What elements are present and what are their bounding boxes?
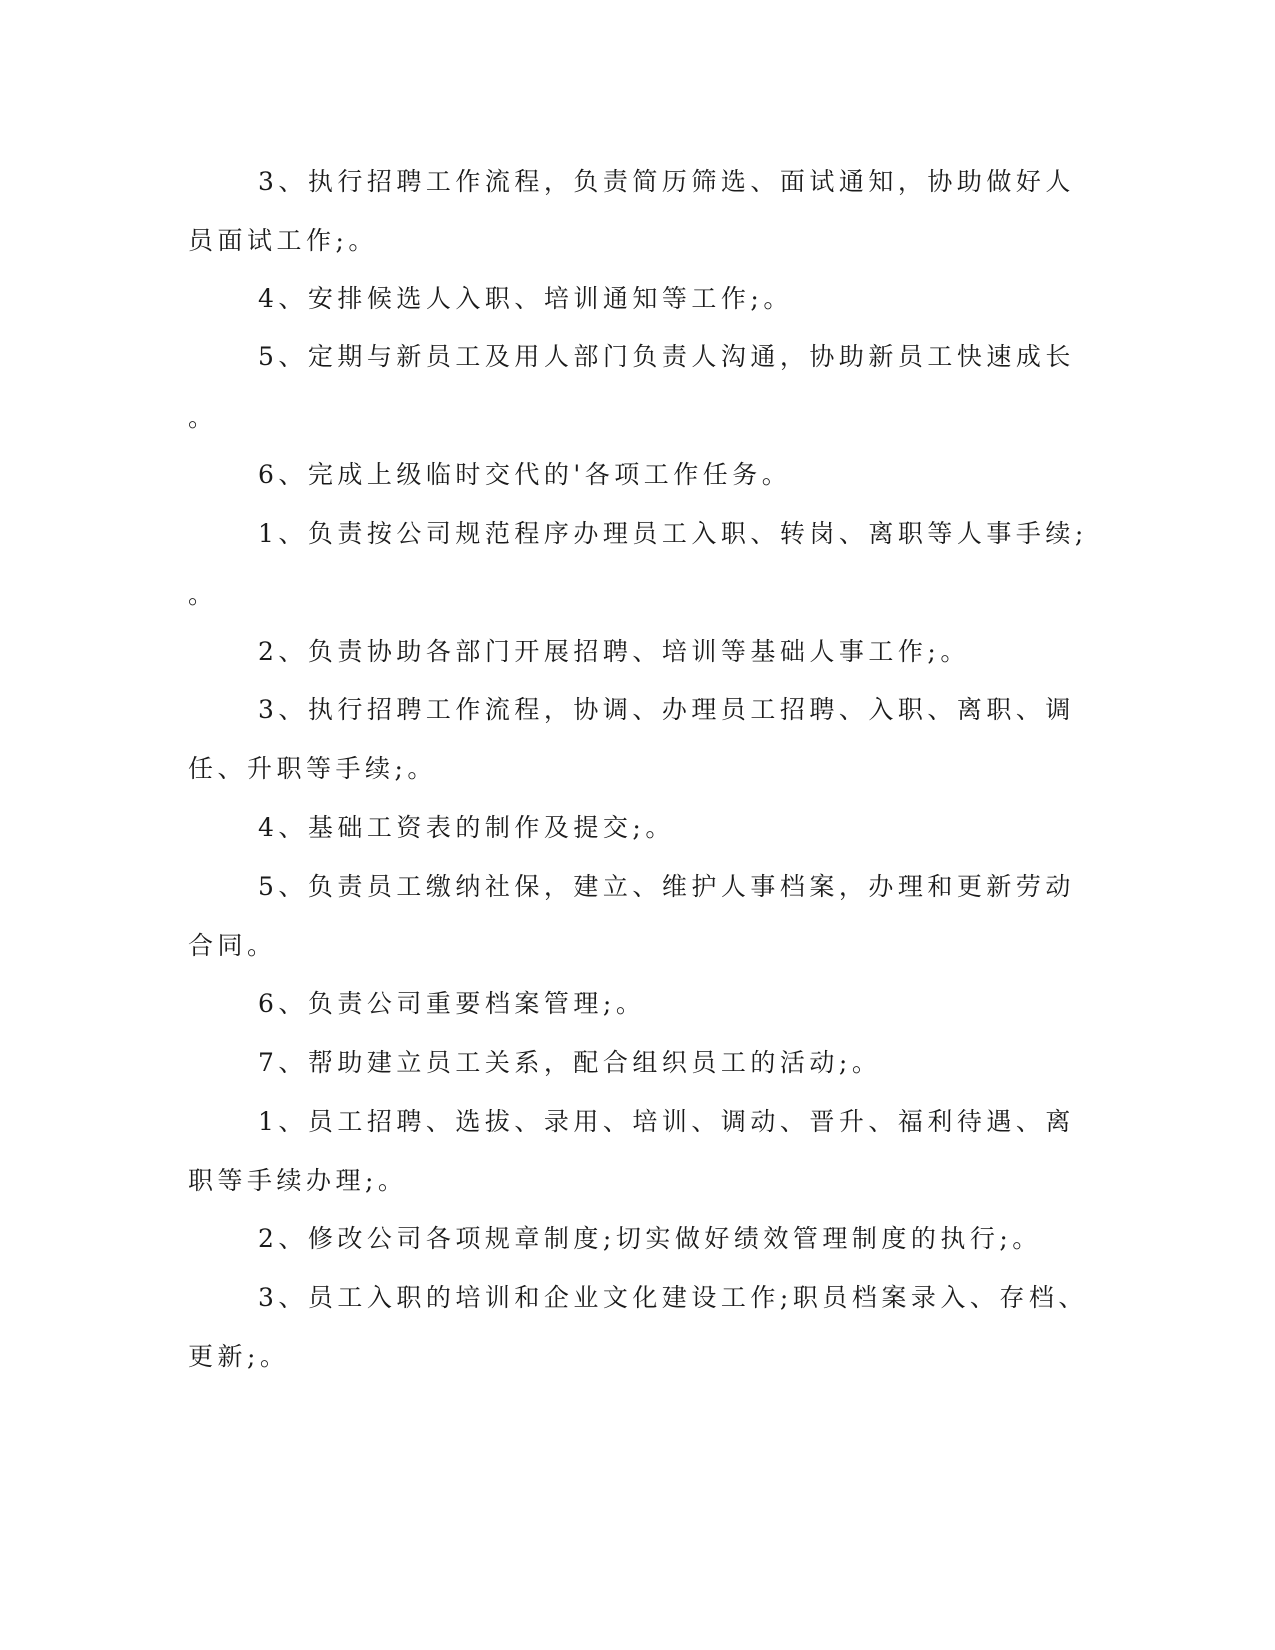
text-line: 合同。 [188,931,277,960]
text-line: 6、完成上级临时交代的'各项工作任务。 [258,460,792,489]
text-line: 职等手续办理;。 [188,1166,408,1195]
text-line: 4、安排候选人入职、培训通知等工作;。 [258,284,793,313]
text-line: 。 [188,580,218,609]
text-line: 3、执行招聘工作流程，负责简历筛选、面试通知，协助做好人 [258,167,1075,196]
text-line: 员面试工作;。 [188,226,378,255]
text-line: 4、基础工资表的制作及提交;。 [258,813,675,842]
text-line: 5、负责员工缴纳社保，建立、维护人事档案，办理和更新劳动 [258,872,1075,901]
text-line: 1、负责按公司规范程序办理员工入职、转岗、离职等人事手续; [258,519,1088,548]
text-line: 。 [188,403,218,432]
text-line: 5、定期与新员工及用人部门负责人沟通，协助新员工快速成长 [258,342,1075,371]
text-line: 3、执行招聘工作流程，协调、办理员工招聘、入职、离职、调 [258,695,1075,724]
text-line: 3、员工入职的培训和企业文化建设工作;职员档案录入、存档、 [258,1283,1088,1312]
text-line: 2、负责协助各部门开展招聘、培训等基础人事工作;。 [258,637,970,666]
text-line: 6、负责公司重要档案管理;。 [258,989,646,1018]
text-line: 2、修改公司各项规章制度;切实做好绩效管理制度的执行;。 [258,1224,1042,1253]
text-line: 更新;。 [188,1342,290,1371]
text-line: 7、帮助建立员工关系，配合组织员工的活动;。 [258,1048,882,1077]
text-line: 任、升职等手续;。 [188,754,437,783]
text-line: 1、员工招聘、选拔、录用、培训、调动、晋升、福利待遇、离 [258,1107,1075,1136]
